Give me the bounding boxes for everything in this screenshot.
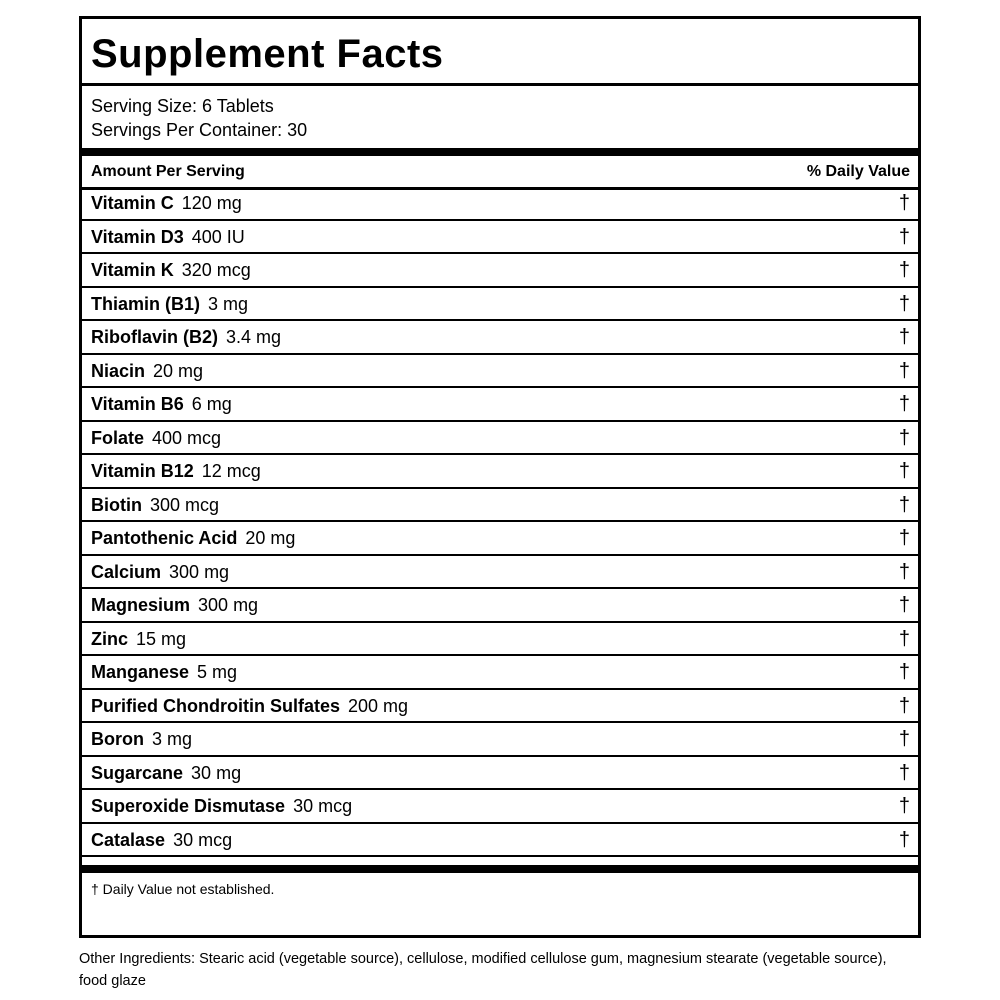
nutrient-cell: [91, 460, 261, 482]
nutrient-row: [82, 321, 918, 355]
nutrient-amount: 5 mg: [197, 662, 238, 682]
nutrient-row: [82, 221, 918, 255]
nutrient-row: [82, 656, 918, 690]
footnote: † Daily Value not established.: [91, 881, 275, 897]
nutrient-name: Catalase: [91, 829, 166, 850]
nutrient-cell: [91, 427, 221, 449]
nutrient-cell: [91, 728, 192, 750]
nutrient-cell: [91, 561, 229, 583]
nutrient-amount: 3.4 mg: [226, 327, 282, 347]
nutrient-name: Vitamin C: [91, 193, 174, 213]
nutrient-row: [82, 254, 918, 288]
daily-value-dagger: †: [898, 192, 910, 214]
nutrient-amount: 300 mg: [198, 595, 259, 615]
nutrient-amount: 300 mcg: [150, 494, 220, 515]
title-section: [82, 19, 918, 86]
nutrient-row: [82, 187, 918, 221]
serving-info: [82, 86, 918, 148]
nutrient-cell: [91, 829, 232, 851]
nutrient-rows: [82, 187, 918, 857]
daily-value-dagger: †: [898, 795, 910, 817]
nutrient-amount: 200 mg: [348, 695, 409, 716]
nutrient-name: Folate: [91, 427, 145, 448]
nutrient-cell: [91, 762, 241, 784]
daily-value-dagger: †: [898, 326, 910, 348]
nutrient-row: [82, 422, 918, 456]
nutrient-row: [82, 288, 918, 322]
nutrient-cell: [91, 293, 248, 315]
nutrient-name: Biotin: [91, 494, 142, 515]
daily-value-dagger: †: [898, 359, 910, 382]
daily-value-dagger: †: [898, 460, 910, 482]
nutrient-row: [82, 790, 918, 824]
daily-value-dagger: †: [898, 627, 910, 650]
amount-per-serving-header: Amount Per Serving: [91, 163, 245, 180]
nutrient-cell: [91, 226, 245, 248]
nutrient-cell: [91, 527, 295, 549]
daily-value-dagger: †: [898, 694, 910, 717]
serving-size: Serving Size: 6 Tablets: [91, 96, 274, 116]
nutrient-amount: 12 mcg: [201, 461, 261, 481]
nutrient-row: [82, 355, 918, 389]
nutrient-row: [82, 623, 918, 657]
daily-value-dagger: †: [898, 292, 910, 315]
daily-value-dagger: †: [898, 493, 910, 516]
nutrient-name: Vitamin B12: [91, 461, 194, 481]
nutrient-row: [82, 489, 918, 523]
nutrient-amount: 400 mcg: [152, 427, 222, 448]
nutrient-row: [82, 757, 918, 791]
nutrient-amount: 120 mg: [181, 193, 242, 213]
daily-value-dagger: †: [898, 426, 910, 449]
other-ingredients: Other Ingredients: Stearic acid (vegetable source), cellulose, modified cellulose gum, magnesium stearate (vegetable source), food glaze: [79, 951, 887, 989]
servings-per-container: Servings Per Container: 30: [91, 120, 308, 140]
thick-divider-top: [82, 148, 918, 156]
nutrient-amount: 3 mg: [152, 729, 193, 749]
daily-value-dagger: †: [898, 594, 910, 616]
nutrient-name: Thiamin (B1): [91, 293, 201, 314]
nutrient-row: [82, 522, 918, 556]
nutrient-cell: [91, 259, 251, 281]
nutrient-amount: 15 mg: [136, 628, 187, 649]
nutrient-amount: 30 mg: [191, 762, 242, 783]
nutrient-amount: 20 mg: [245, 528, 296, 548]
nutrient-amount: 320 mcg: [181, 260, 251, 280]
nutrient-name: Purified Chondroitin Sulfates: [91, 695, 341, 716]
nutrient-name: Calcium: [91, 561, 162, 582]
nutrient-cell: [91, 360, 203, 382]
nutrient-amount: 300 mg: [169, 561, 230, 582]
nutrient-name: Vitamin B6: [91, 394, 184, 414]
daily-value-dagger: †: [898, 259, 910, 281]
nutrient-row: [82, 589, 918, 623]
daily-value-dagger: †: [898, 527, 910, 549]
nutrient-row: [82, 556, 918, 590]
daily-value-dagger: †: [898, 661, 910, 683]
nutrient-name: Manganese: [91, 662, 190, 682]
nutrient-amount: 3 mg: [208, 293, 249, 314]
nutrient-cell: [91, 628, 186, 650]
nutrient-cell: [91, 192, 242, 214]
nutrient-name: Pantothenic Acid: [91, 528, 238, 548]
nutrient-name: Zinc: [91, 628, 129, 649]
nutrient-name: Magnesium: [91, 595, 191, 615]
nutrient-name: Niacin: [91, 360, 146, 381]
nutrient-row: [82, 723, 918, 757]
nutrient-cell: [91, 393, 232, 415]
nutrient-row: [82, 690, 918, 724]
nutrient-row: [82, 388, 918, 422]
nutrient-amount: 400 IU: [191, 226, 245, 247]
nutrient-amount: 30 mcg: [173, 829, 233, 850]
nutrient-cell: [91, 594, 258, 616]
nutrient-cell: [91, 795, 352, 817]
daily-value-header: % Daily Value: [806, 163, 910, 180]
label-title: Supplement Facts: [91, 32, 444, 76]
nutrient-name: Sugarcane: [91, 762, 184, 783]
daily-value-dagger: †: [898, 225, 910, 248]
nutrient-amount: 30 mcg: [293, 796, 353, 816]
table-header: [82, 157, 918, 190]
daily-value-dagger: †: [898, 761, 910, 784]
daily-value-dagger: †: [898, 728, 910, 750]
nutrient-cell: [91, 695, 408, 717]
nutrient-row: [82, 455, 918, 489]
nutrient-row: [82, 824, 918, 858]
nutrient-name: Boron: [91, 729, 144, 749]
daily-value-dagger: †: [898, 828, 910, 851]
thick-divider-bottom: [82, 865, 918, 873]
nutrient-cell: [91, 326, 281, 348]
nutrient-amount: 6 mg: [191, 394, 232, 414]
nutrient-cell: [91, 661, 237, 683]
nutrient-name: Riboflavin (B2): [91, 327, 219, 347]
daily-value-dagger: †: [898, 393, 910, 415]
nutrient-name: Superoxide Dismutase: [91, 796, 286, 816]
nutrient-amount: 20 mg: [153, 360, 204, 381]
supplement-facts-label: [79, 16, 921, 938]
daily-value-dagger: †: [898, 560, 910, 583]
nutrient-cell: [91, 494, 219, 516]
nutrient-name: Vitamin K: [91, 260, 174, 280]
nutrient-name: Vitamin D3: [91, 226, 184, 247]
